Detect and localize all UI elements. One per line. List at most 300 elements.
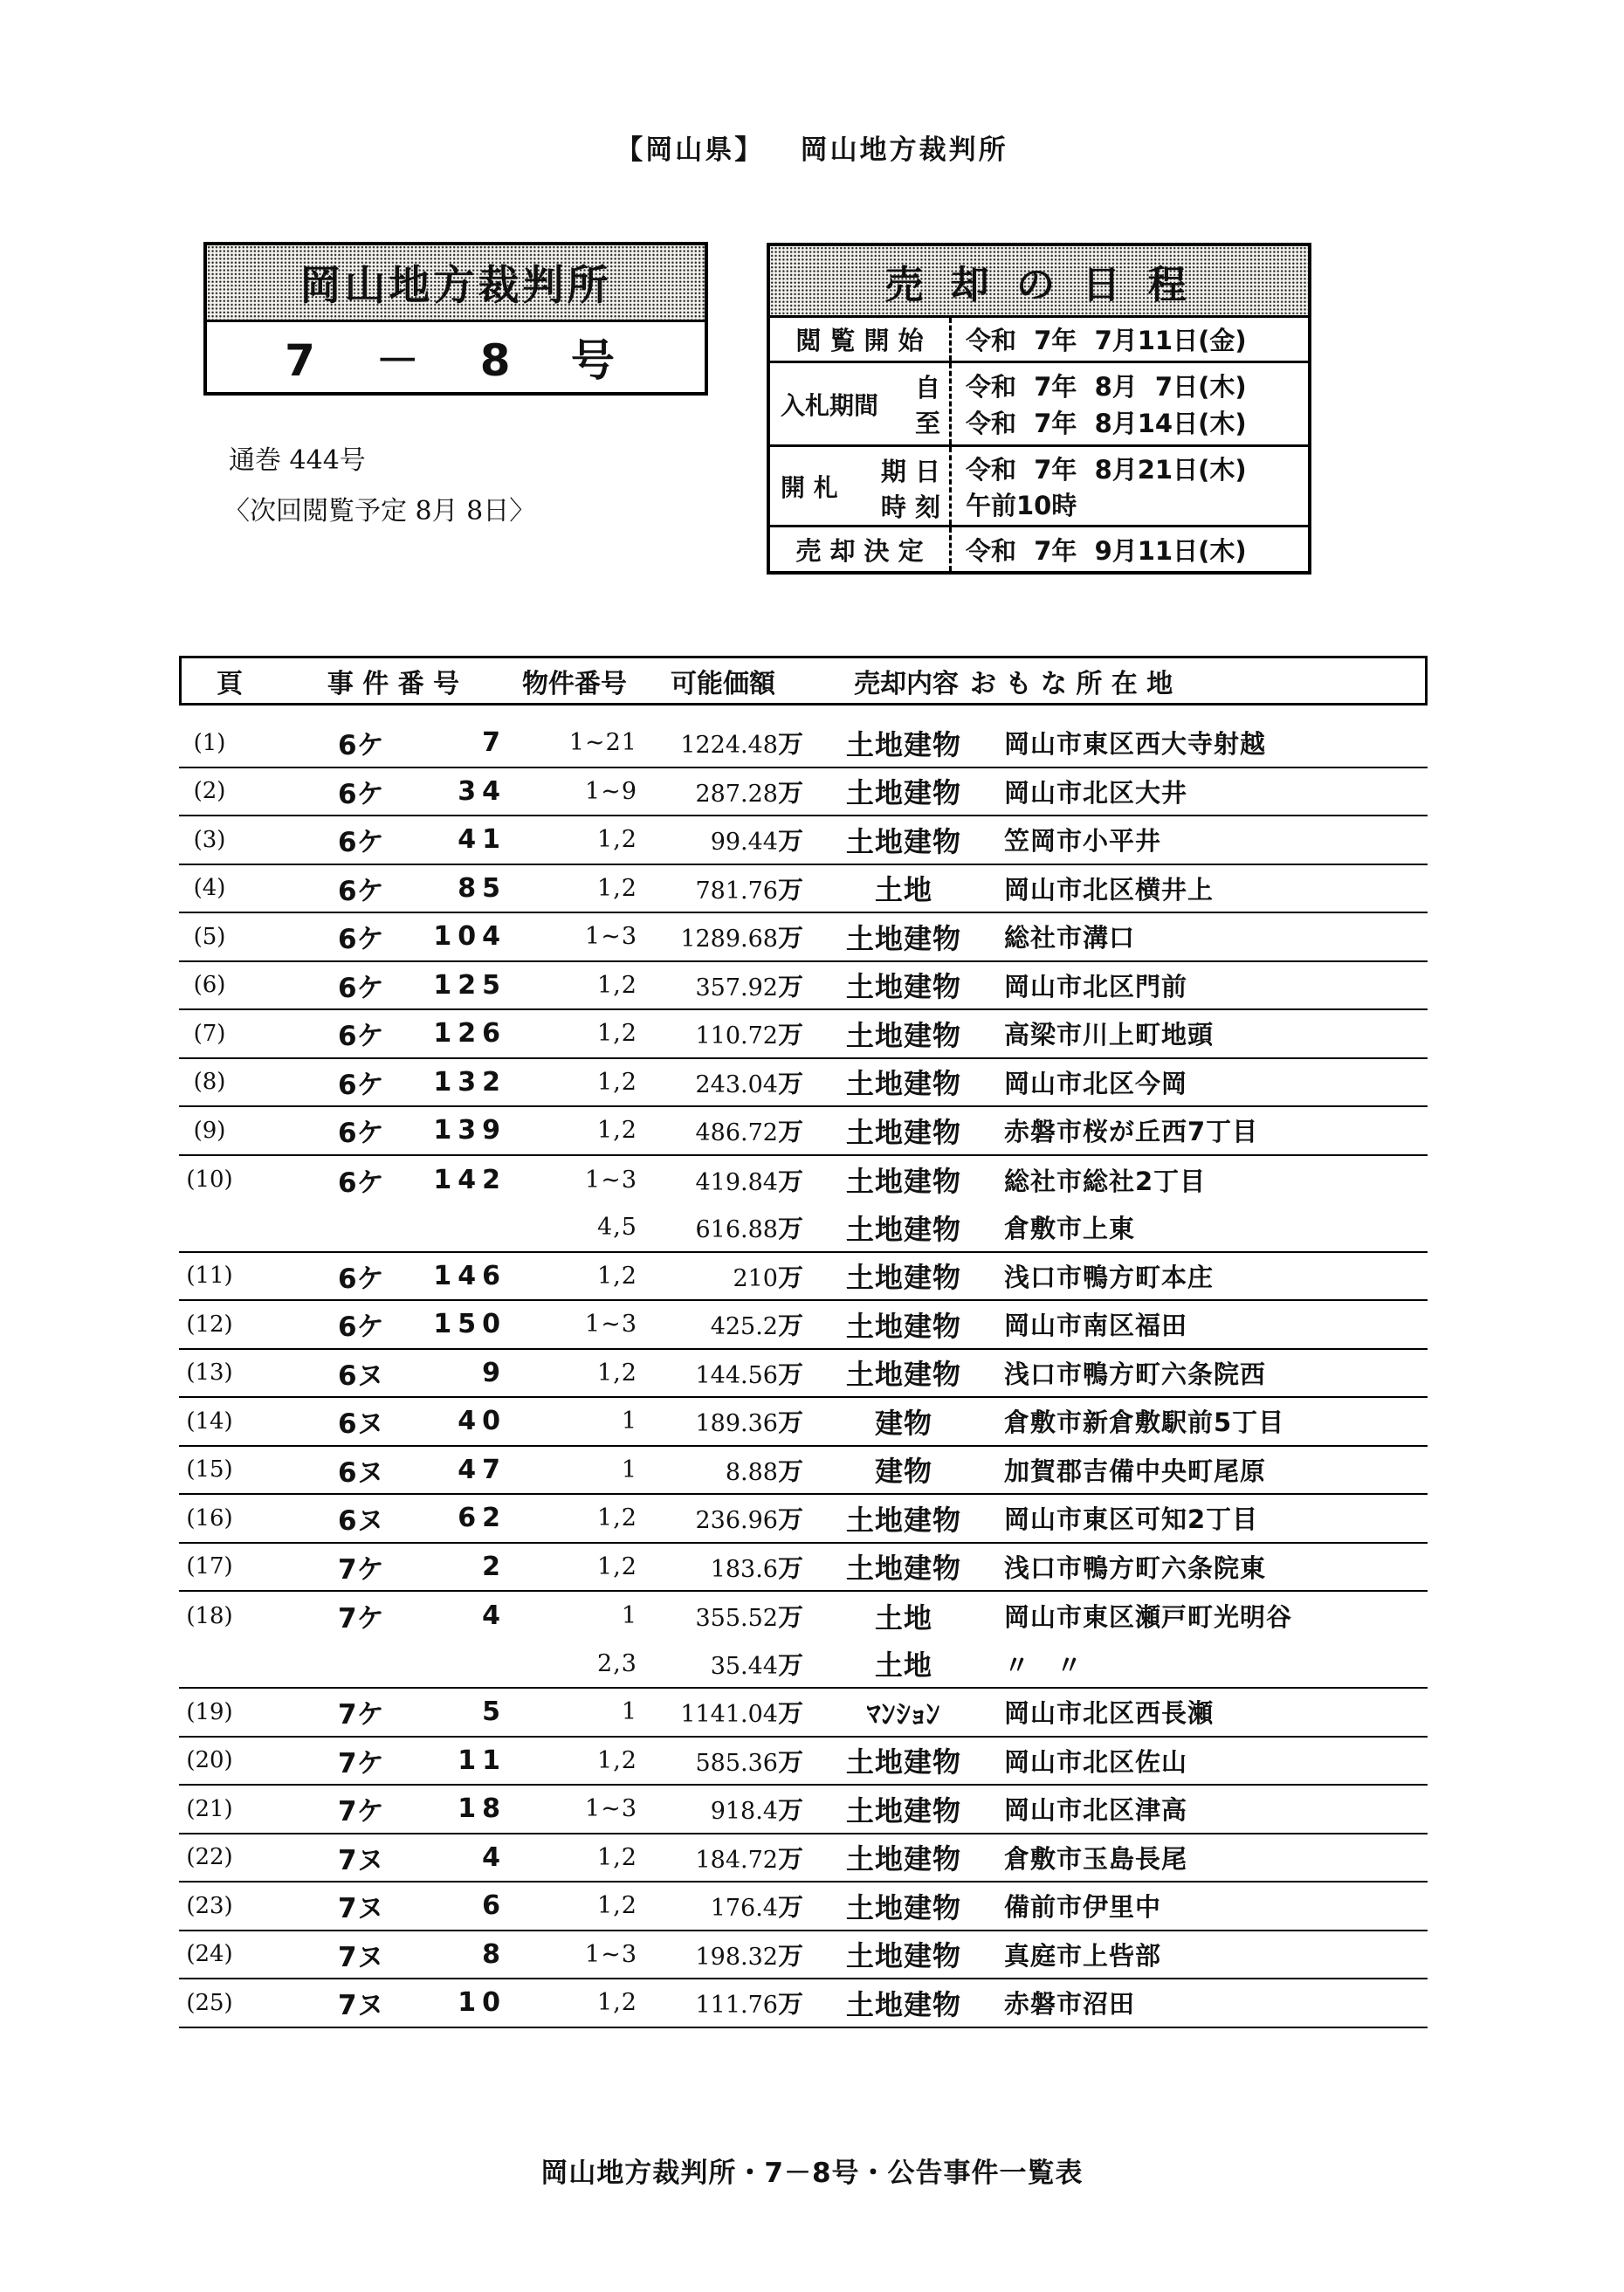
property-numbers: 1,2 xyxy=(597,826,637,854)
location: 浅口市鴨方町六条院西 xyxy=(1004,1359,1267,1389)
sale-content: 土地 xyxy=(874,873,932,907)
price-unit: 万 xyxy=(777,1262,803,1292)
price-value: 144.56 xyxy=(695,1361,778,1389)
issue-number: 7 － 8 号 xyxy=(285,335,627,386)
sale-content: ﾏﾝｼｮﾝ xyxy=(866,1697,941,1731)
location: 倉敷市新倉敷駅前5丁目 xyxy=(1004,1408,1285,1438)
table-row xyxy=(179,1641,1428,1690)
price-unit: 万 xyxy=(777,1020,803,1050)
issue-title-box xyxy=(203,242,708,396)
case-number-prefix: 7ヌ xyxy=(338,1941,384,1973)
table-row xyxy=(179,1544,1428,1593)
case-number-prefix: 7ヌ xyxy=(338,1990,384,2022)
case-number: 41 xyxy=(458,824,506,856)
table-row xyxy=(179,1156,1428,1205)
possible-price xyxy=(637,1064,803,1100)
sale-schedule-title: 売 却 の 日 程 xyxy=(770,246,1308,318)
price-unit: 万 xyxy=(777,1359,803,1389)
schedule-value: 令和 7年 7月11日(金) xyxy=(966,326,1247,355)
location: 岡山市東区可知2丁目 xyxy=(1004,1504,1259,1535)
page-number: (2) xyxy=(193,778,226,805)
case-number: 125 xyxy=(433,969,506,1001)
sale-content: 土地建物 xyxy=(845,1552,961,1586)
property-numbers: 1,2 xyxy=(597,1068,637,1096)
property-numbers: 1 xyxy=(621,1456,637,1483)
page-number: (6) xyxy=(193,972,226,999)
price-value: 189.36 xyxy=(695,1410,778,1438)
table-row xyxy=(179,1979,1428,2028)
property-numbers: 1,2 xyxy=(597,1746,637,1774)
property-numbers: 1,2 xyxy=(597,1552,637,1580)
location: 総社市総社2丁目 xyxy=(1004,1166,1207,1196)
case-table-body xyxy=(179,705,1428,2028)
case-number-prefix: 7ケ xyxy=(338,1796,384,1828)
price-value: 1289.68 xyxy=(680,926,778,953)
price-value: 616.88 xyxy=(695,1216,778,1244)
location: 岡山市北区津高 xyxy=(1004,1795,1188,1826)
table-row xyxy=(179,962,1428,1011)
schedule-sublabel-date: 期 日 xyxy=(880,457,940,486)
location: 赤磐市桜が丘西7丁目 xyxy=(1004,1117,1259,1147)
sale-content: 土地 xyxy=(874,1600,932,1635)
location: 岡山市北区横井上 xyxy=(1004,874,1215,905)
price-unit: 万 xyxy=(777,1456,803,1486)
location: 備前市伊里中 xyxy=(1004,1892,1162,1923)
sale-content: 土地建物 xyxy=(845,776,961,810)
page-number: (10) xyxy=(186,1167,233,1194)
location: 倉敷市玉島長尾 xyxy=(1004,1843,1188,1874)
sale-content: 建物 xyxy=(874,1455,932,1489)
location: 岡山市東区西大寺射越 xyxy=(1004,729,1267,760)
sale-content: 土地建物 xyxy=(845,824,961,858)
case-number: 47 xyxy=(458,1454,506,1485)
case-number-prefix: 6ヌ xyxy=(338,1456,384,1489)
case-number: 104 xyxy=(433,921,506,953)
case-number-prefix: 6ケ xyxy=(338,1069,384,1101)
price-unit: 万 xyxy=(777,1311,803,1341)
possible-price xyxy=(637,1112,803,1148)
possible-price xyxy=(637,1888,803,1924)
possible-price xyxy=(637,1355,803,1391)
price-unit: 万 xyxy=(777,874,803,905)
price-value: 183.6 xyxy=(710,1555,778,1583)
sale-content: 土地 xyxy=(874,1648,932,1683)
location: 浅口市鴨方町本庄 xyxy=(1004,1262,1215,1292)
property-numbers: 1~9 xyxy=(585,777,637,805)
location: 岡山市北区大井 xyxy=(1004,777,1188,808)
location: 岡山市北区佐山 xyxy=(1004,1746,1188,1777)
price-value: 176.4 xyxy=(710,1895,778,1923)
case-number-prefix: 6ケ xyxy=(338,1021,384,1053)
price-unit: 万 xyxy=(777,1746,803,1777)
property-numbers: 1,2 xyxy=(597,1117,637,1145)
header-sale-content: 売却内容 xyxy=(854,668,959,699)
header-location: お も な 所 在 地 xyxy=(970,668,1173,699)
page-number: (9) xyxy=(193,1117,226,1144)
table-row xyxy=(179,1786,1428,1834)
property-numbers: 1,2 xyxy=(597,1892,637,1920)
property-numbers: 1,2 xyxy=(597,1504,637,1532)
schedule-label: 売 却 決 定 xyxy=(770,527,952,571)
case-number-prefix: 6ケ xyxy=(338,1311,384,1344)
table-row xyxy=(179,1931,1428,1980)
page-number: (8) xyxy=(193,1069,226,1096)
table-row xyxy=(179,719,1428,768)
page-number: (19) xyxy=(186,1698,233,1725)
page-number: (24) xyxy=(186,1941,233,1968)
possible-price xyxy=(637,871,803,906)
case-number: 34 xyxy=(458,775,506,807)
page-number: (13) xyxy=(186,1359,233,1387)
possible-price xyxy=(637,967,803,1003)
schedule-row-viewing-start xyxy=(770,318,1308,363)
price-value: 111.76 xyxy=(695,1992,778,2020)
page-number: (20) xyxy=(186,1747,233,1774)
table-row xyxy=(179,865,1428,914)
location: 岡山市北区門前 xyxy=(1004,971,1188,1001)
page-number: (22) xyxy=(186,1844,233,1871)
possible-price xyxy=(637,1500,803,1536)
page-number: (25) xyxy=(186,1989,233,2016)
sale-content: 土地建物 xyxy=(845,1309,961,1343)
price-value: 287.28 xyxy=(695,780,778,808)
page-number: (18) xyxy=(186,1602,233,1629)
page-number: (11) xyxy=(186,1263,233,1290)
sale-content: 土地建物 xyxy=(845,1890,961,1924)
case-number-prefix: 6ケ xyxy=(338,1118,384,1150)
schedule-label-main: 入札期間 xyxy=(781,390,879,420)
sale-content: 土地建物 xyxy=(845,1067,961,1101)
case-number: 126 xyxy=(433,1018,506,1050)
case-number: 6 xyxy=(482,1890,506,1922)
schedule-sublabel-time: 時 刻 xyxy=(880,492,940,522)
page-number: (3) xyxy=(193,826,226,853)
table-row xyxy=(179,1301,1428,1350)
header-property-number: 物件番号 xyxy=(522,668,627,699)
case-number: 150 xyxy=(433,1309,506,1340)
case-number: 4 xyxy=(482,1600,506,1632)
case-number: 8 xyxy=(482,1938,506,1970)
schedule-value: 令和 7年 8月 7日(木) xyxy=(966,371,1247,402)
sale-content: 土地建物 xyxy=(845,1165,961,1199)
table-row xyxy=(179,1882,1428,1931)
price-unit: 万 xyxy=(777,1649,803,1680)
schedule-row-sale-decision xyxy=(770,527,1308,571)
case-number: 62 xyxy=(458,1503,506,1534)
price-unit: 万 xyxy=(777,826,803,857)
sale-content: 土地建物 xyxy=(845,727,961,761)
possible-price xyxy=(637,1937,803,1972)
case-number-prefix: 6ケ xyxy=(338,778,384,810)
case-number-prefix: 6ケ xyxy=(338,827,384,859)
price-value: 243.04 xyxy=(695,1070,778,1098)
possible-price xyxy=(637,1015,803,1051)
possible-price xyxy=(637,1694,803,1730)
schedule-label xyxy=(770,363,952,444)
price-unit: 万 xyxy=(777,971,803,1001)
possible-price xyxy=(637,1549,803,1585)
case-number: 7 xyxy=(482,727,506,759)
schedule-sublabel-to: 至 xyxy=(914,409,940,438)
table-row xyxy=(179,1689,1428,1738)
possible-price xyxy=(637,1209,803,1245)
case-number: 132 xyxy=(433,1066,506,1098)
page-number: (4) xyxy=(193,875,226,902)
header-possible-price: 可能価額 xyxy=(671,668,775,699)
property-numbers: 2,3 xyxy=(597,1649,637,1677)
price-value: 357.92 xyxy=(695,974,778,1001)
possible-price xyxy=(637,1403,803,1439)
property-numbers: 1~21 xyxy=(568,729,637,757)
property-numbers: 1~3 xyxy=(585,1795,637,1823)
document-footer: 岡山地方裁判所・7－8号・公告事件一覧表 xyxy=(540,2158,1084,2189)
schedule-label-main: 開 札 xyxy=(781,472,838,502)
table-row xyxy=(179,1398,1428,1447)
case-number: 9 xyxy=(482,1357,506,1388)
case-number: 85 xyxy=(458,872,506,904)
case-number: 139 xyxy=(433,1115,506,1146)
case-number-prefix: 7ヌ xyxy=(338,1893,384,1925)
case-number-prefix: 6ヌ xyxy=(338,1505,384,1538)
possible-price xyxy=(637,1598,803,1634)
table-row xyxy=(179,1253,1428,1302)
schedule-label: 閲 覧 開 始 xyxy=(770,318,952,361)
property-numbers: 1 xyxy=(621,1602,637,1630)
possible-price xyxy=(637,1258,803,1294)
schedule-value: 令和 7年 8月21日(木) xyxy=(966,455,1247,485)
price-unit: 万 xyxy=(777,1843,803,1874)
table-row xyxy=(179,1738,1428,1786)
table-row xyxy=(179,1010,1428,1059)
location: 岡山市南区福田 xyxy=(1004,1311,1188,1341)
case-number: 18 xyxy=(458,1793,506,1825)
property-numbers: 1 xyxy=(621,1698,637,1726)
price-unit: 万 xyxy=(777,1166,803,1196)
next-viewing-date: 〈次回閲覧予定 8月 8日〉 xyxy=(224,496,536,527)
table-row xyxy=(179,1204,1428,1253)
case-number-prefix: 6ケ xyxy=(338,972,384,1004)
header-case-number: 事 件 番 号 xyxy=(327,668,460,699)
page-number: (15) xyxy=(186,1456,233,1483)
schedule-value: 令和 7年 8月14日(木) xyxy=(966,409,1247,439)
sale-schedule-table xyxy=(767,243,1311,575)
price-unit: 万 xyxy=(777,1698,803,1729)
table-row xyxy=(179,1059,1428,1108)
property-numbers: 1,2 xyxy=(597,1989,637,2017)
sale-content: 土地建物 xyxy=(845,1212,961,1246)
page-number: (14) xyxy=(186,1408,233,1435)
sale-content: 建物 xyxy=(874,1406,932,1440)
price-unit: 万 xyxy=(777,1068,803,1098)
possible-price xyxy=(637,822,803,857)
price-value: 210 xyxy=(733,1264,778,1292)
case-number-prefix: 6ケ xyxy=(338,875,384,907)
price-unit: 万 xyxy=(777,923,803,953)
price-unit: 万 xyxy=(777,1602,803,1633)
property-numbers: 1 xyxy=(621,1408,637,1435)
property-numbers: 1~3 xyxy=(585,1166,637,1194)
possible-price xyxy=(637,1646,803,1682)
price-unit: 万 xyxy=(777,1989,803,2020)
location: 〃 〃 xyxy=(1004,1649,1084,1680)
table-row xyxy=(179,1495,1428,1544)
price-value: 425.2 xyxy=(710,1313,778,1341)
case-number-prefix: 7ケ xyxy=(338,1603,384,1635)
price-value: 99.44 xyxy=(710,829,778,857)
possible-price xyxy=(637,774,803,809)
table-row xyxy=(179,816,1428,865)
page-number: (5) xyxy=(193,923,226,950)
sale-content: 土地建物 xyxy=(845,1503,961,1537)
case-number-prefix: 6ヌ xyxy=(338,1359,384,1392)
case-number: 10 xyxy=(458,1987,506,2019)
location: 浅口市鴨方町六条院東 xyxy=(1004,1552,1267,1583)
case-number: 5 xyxy=(482,1697,506,1728)
property-numbers: 1~3 xyxy=(585,1311,637,1339)
case-table-header xyxy=(179,656,1428,705)
possible-price xyxy=(637,1791,803,1827)
sale-content: 土地建物 xyxy=(845,1261,961,1295)
possible-price xyxy=(637,1743,803,1779)
price-value: 419.84 xyxy=(695,1168,778,1196)
schedule-row-bid-opening xyxy=(770,447,1308,527)
sale-content: 土地建物 xyxy=(845,1842,961,1876)
property-numbers: 4,5 xyxy=(597,1214,637,1242)
price-value: 1141.04 xyxy=(680,1701,778,1729)
schedule-sublabel-from: 自 xyxy=(914,373,940,403)
schedule-label xyxy=(770,447,952,525)
property-numbers: 1,2 xyxy=(597,1262,637,1290)
table-row xyxy=(179,768,1428,817)
price-unit: 万 xyxy=(777,1795,803,1826)
sale-content: 土地建物 xyxy=(845,1987,961,2021)
location: 赤磐市沼田 xyxy=(1004,1989,1136,2020)
case-number-prefix: 7ケ xyxy=(338,1553,384,1586)
location: 総社市溝口 xyxy=(1004,923,1136,953)
possible-price xyxy=(637,1162,803,1198)
page-number: (1) xyxy=(193,729,226,756)
table-row xyxy=(179,1350,1428,1399)
price-value: 781.76 xyxy=(695,877,778,905)
price-value: 198.32 xyxy=(695,1943,778,1971)
location: 高梁市川上町地頭 xyxy=(1004,1020,1215,1050)
price-value: 585.36 xyxy=(695,1749,778,1777)
case-number-prefix: 6ケ xyxy=(338,730,384,762)
sale-content: 土地建物 xyxy=(845,1115,961,1149)
case-number-prefix: 6ケ xyxy=(338,1167,384,1199)
price-value: 918.4 xyxy=(710,1798,778,1826)
case-number: 40 xyxy=(458,1406,506,1437)
page-number: (12) xyxy=(186,1311,233,1338)
price-value: 184.72 xyxy=(695,1846,778,1874)
property-numbers: 1,2 xyxy=(597,1020,637,1048)
possible-price xyxy=(637,1985,803,2020)
table-row xyxy=(179,1447,1428,1496)
schedule-row-bid-period xyxy=(770,363,1308,447)
case-number: 146 xyxy=(433,1260,506,1291)
possible-price xyxy=(637,725,803,761)
property-numbers: 1~3 xyxy=(585,1940,637,1968)
page-number: (21) xyxy=(186,1795,233,1822)
table-row xyxy=(179,913,1428,962)
page-number: (17) xyxy=(186,1553,233,1580)
sale-content: 土地建物 xyxy=(845,1358,961,1392)
price-value: 35.44 xyxy=(710,1652,778,1680)
volume-number: 通巻 444号 xyxy=(229,445,366,476)
property-numbers: 1,2 xyxy=(597,971,637,999)
property-numbers: 1~3 xyxy=(585,923,637,951)
case-number: 142 xyxy=(433,1164,506,1195)
sale-content: 土地建物 xyxy=(845,1793,961,1827)
case-number-prefix: 6ケ xyxy=(338,1263,384,1295)
possible-price xyxy=(637,1306,803,1342)
price-unit: 万 xyxy=(777,1408,803,1438)
schedule-value: 午前10時 xyxy=(966,491,1077,520)
property-numbers: 1,2 xyxy=(597,1843,637,1871)
case-number-prefix: 7ケ xyxy=(338,1747,384,1779)
sale-content: 土地建物 xyxy=(845,1745,961,1779)
price-unit: 万 xyxy=(777,1117,803,1147)
price-value: 236.96 xyxy=(695,1507,778,1535)
location: 岡山市東区瀬戸町光明谷 xyxy=(1004,1602,1293,1633)
court-name: 岡山地方裁判所 xyxy=(207,245,705,322)
page-header: 【岡山県】 岡山地方裁判所 xyxy=(616,134,1008,166)
price-unit: 万 xyxy=(777,729,803,760)
page-number: (7) xyxy=(193,1020,226,1047)
page-number: (23) xyxy=(186,1892,233,1919)
price-unit: 万 xyxy=(777,1552,803,1583)
case-number: 11 xyxy=(458,1745,506,1776)
possible-price xyxy=(637,919,803,954)
location: 加賀郡吉備中央町尾原 xyxy=(1004,1456,1267,1486)
location: 倉敷市上東 xyxy=(1004,1214,1136,1244)
header-page: 頁 xyxy=(217,668,243,699)
case-number-prefix: 6ケ xyxy=(338,924,384,956)
schedule-value: 令和 7年 9月11日(木) xyxy=(966,535,1247,566)
price-value: 110.72 xyxy=(695,1022,778,1050)
location: 岡山市北区今岡 xyxy=(1004,1068,1188,1098)
sale-content: 土地建物 xyxy=(845,1939,961,1973)
sale-content: 土地建物 xyxy=(845,1018,961,1052)
price-value: 486.72 xyxy=(695,1119,778,1147)
price-unit: 万 xyxy=(777,1214,803,1244)
page-number: (16) xyxy=(186,1504,233,1531)
case-number-prefix: 7ヌ xyxy=(338,1844,384,1876)
sale-content: 土地建物 xyxy=(845,921,961,955)
possible-price xyxy=(637,1452,803,1488)
location: 岡山市北区西長瀬 xyxy=(1004,1698,1215,1729)
table-row xyxy=(179,1107,1428,1156)
price-value: 8.88 xyxy=(725,1458,778,1486)
table-row xyxy=(179,1834,1428,1883)
case-number-prefix: 7ケ xyxy=(338,1699,384,1731)
table-row xyxy=(179,1592,1428,1641)
location: 真庭市上呰部 xyxy=(1004,1940,1162,1971)
price-unit: 万 xyxy=(777,1940,803,1971)
property-numbers: 1,2 xyxy=(597,874,637,902)
price-value: 355.52 xyxy=(695,1605,778,1633)
location: 笠岡市小平井 xyxy=(1004,826,1162,857)
price-unit: 万 xyxy=(777,1892,803,1923)
price-value: 1224.48 xyxy=(680,732,778,760)
price-unit: 万 xyxy=(777,777,803,808)
possible-price xyxy=(637,1840,803,1876)
property-numbers: 1,2 xyxy=(597,1359,637,1387)
case-number: 2 xyxy=(482,1551,506,1582)
case-number: 4 xyxy=(482,1841,506,1873)
price-unit: 万 xyxy=(777,1504,803,1535)
sale-content: 土地建物 xyxy=(845,970,961,1004)
